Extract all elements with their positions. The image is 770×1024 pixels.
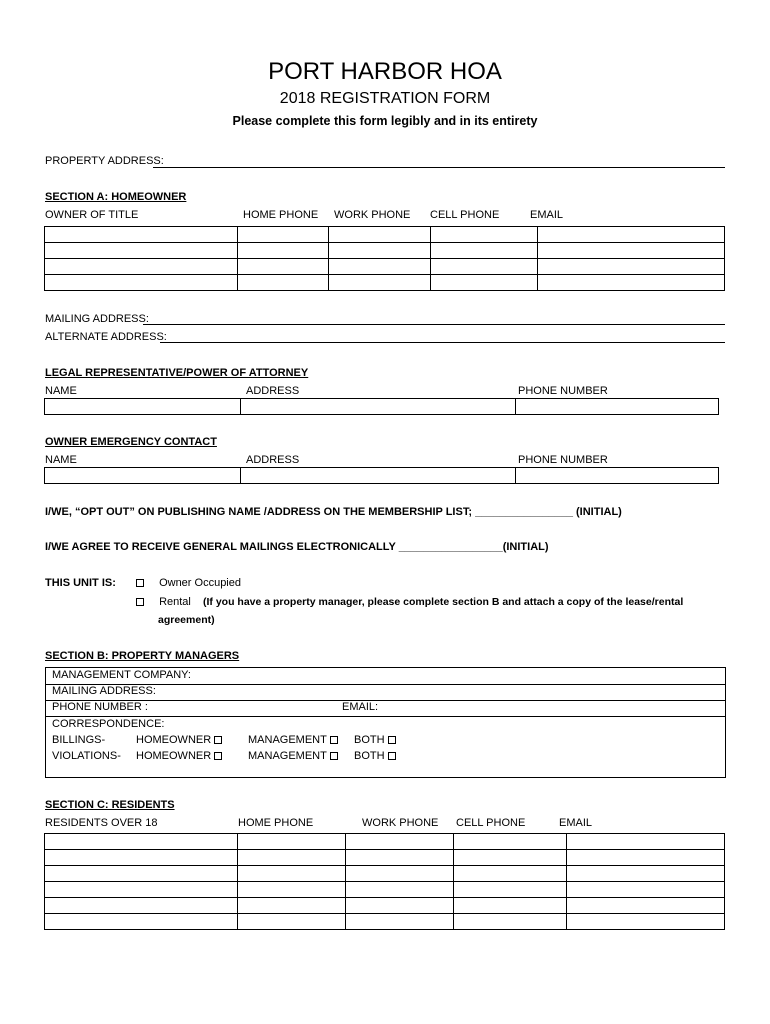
col-email: EMAIL bbox=[530, 209, 564, 221]
col-home-phone: HOME PHONE bbox=[243, 209, 319, 221]
section-b-heading: SECTION B: PROPERTY MANAGERS bbox=[45, 650, 240, 662]
legal-rep-heading: LEGAL REPRESENTATIVE/POWER OF ATTORNEY bbox=[45, 367, 309, 379]
opt-out-text: I/WE, “OPT OUT” ON PUBLISHING NAME /ADDRESS ON THE MEMBERSHIP LIST; bbox=[45, 506, 472, 518]
emergency-col-address: ADDRESS bbox=[246, 454, 300, 466]
table-row bbox=[45, 259, 725, 275]
rental-label: Rental bbox=[159, 596, 191, 608]
table-row bbox=[45, 882, 725, 898]
emergency-heading: OWNER EMERGENCY CONTACT bbox=[45, 436, 217, 448]
section-c-heading: SECTION C: RESIDENTS bbox=[45, 799, 175, 811]
checkbox-icon[interactable] bbox=[330, 736, 338, 744]
rental-note: (If you have a property manager, please complete section B and attach a copy of the lease/rental bbox=[203, 596, 684, 608]
rental-option[interactable] bbox=[136, 596, 191, 608]
rental-note-cont: agreement) bbox=[158, 614, 215, 626]
correspondence-label: CORRESPONDENCE: bbox=[52, 718, 165, 730]
homeowner-table bbox=[44, 226, 725, 291]
owner-occupied-option[interactable] bbox=[136, 577, 241, 589]
unit-label: THIS UNIT IS: bbox=[45, 577, 116, 589]
col-res-home-phone: HOME PHONE bbox=[238, 817, 314, 829]
table-row bbox=[45, 227, 725, 243]
table-row bbox=[45, 914, 725, 930]
mailing-address-label: MAILING ADDRESS: bbox=[45, 313, 149, 325]
violations-label: VIOLATIONS- bbox=[52, 750, 121, 762]
billings-homeowner-option[interactable]: HOMEOWNER bbox=[136, 734, 222, 746]
pm-email-label: EMAIL: bbox=[342, 701, 379, 713]
property-manager-box bbox=[45, 667, 726, 778]
table-row bbox=[45, 850, 725, 866]
col-work-phone: WORK PHONE bbox=[334, 209, 411, 221]
electronic-initial-label: (INITIAL) bbox=[502, 541, 549, 553]
legal-rep-col-name: NAME bbox=[45, 385, 77, 397]
billings-label: BILLINGS- bbox=[52, 734, 106, 746]
mailing-address-field[interactable] bbox=[143, 324, 725, 325]
alternate-address-label: ALTERNATE ADDRESS: bbox=[45, 331, 167, 343]
alternate-address-field[interactable] bbox=[160, 342, 725, 343]
checkbox-icon[interactable] bbox=[388, 736, 396, 744]
pm-phone-label: PHONE NUMBER : bbox=[52, 701, 148, 713]
checkbox-icon[interactable] bbox=[388, 752, 396, 760]
billings-both-option[interactable]: BOTH bbox=[354, 734, 396, 746]
section-a-heading: SECTION A: HOMEOWNER bbox=[45, 191, 187, 203]
form-title: PORT HARBOR HOA bbox=[268, 58, 502, 85]
electronic-text: I/WE AGREE TO RECEIVE GENERAL MAILINGS ELECTRONICALLY bbox=[45, 541, 396, 553]
col-residents-over-18: RESIDENTS OVER 18 bbox=[45, 817, 158, 829]
residents-table bbox=[44, 833, 725, 930]
legal-rep-table bbox=[44, 398, 719, 415]
form-instruction: Please complete this form legibly and in its entirety bbox=[232, 114, 538, 128]
checkbox-icon[interactable] bbox=[330, 752, 338, 760]
checkbox-icon[interactable] bbox=[136, 579, 144, 587]
opt-out-initial-field[interactable]: ________________ bbox=[475, 506, 573, 518]
table-row bbox=[45, 834, 725, 850]
col-res-cell-phone: CELL PHONE bbox=[456, 817, 526, 829]
electronic-line bbox=[45, 541, 549, 553]
legal-rep-col-phone: PHONE NUMBER bbox=[518, 385, 608, 397]
emergency-table bbox=[44, 467, 719, 484]
electronic-initial-field[interactable]: _________________ bbox=[398, 541, 503, 553]
col-owner-of-title: OWNER OF TITLE bbox=[45, 209, 139, 221]
checkbox-icon[interactable] bbox=[214, 752, 222, 760]
property-address-label: PROPERTY ADDRESS: bbox=[45, 155, 164, 167]
col-cell-phone: CELL PHONE bbox=[430, 209, 500, 221]
pm-mailing-address-label: MAILING ADDRESS: bbox=[52, 685, 156, 697]
table-row bbox=[45, 275, 725, 291]
form-subtitle: 2018 REGISTRATION FORM bbox=[279, 90, 491, 107]
billings-management-option[interactable]: MANAGEMENT bbox=[248, 734, 338, 746]
table-row bbox=[45, 866, 725, 882]
management-company-label: MANAGEMENT COMPANY: bbox=[52, 669, 191, 681]
table-row bbox=[45, 399, 719, 415]
violations-homeowner-option[interactable]: HOMEOWNER bbox=[136, 750, 222, 762]
col-res-work-phone: WORK PHONE bbox=[362, 817, 439, 829]
checkbox-icon[interactable] bbox=[214, 736, 222, 744]
table-row bbox=[45, 243, 725, 259]
property-address-field[interactable] bbox=[153, 167, 725, 168]
violations-management-option[interactable]: MANAGEMENT bbox=[248, 750, 338, 762]
checkbox-icon[interactable] bbox=[136, 598, 144, 606]
violations-both-option[interactable]: BOTH bbox=[354, 750, 396, 762]
opt-out-line bbox=[45, 506, 622, 518]
opt-out-initial-label: (INITIAL) bbox=[576, 506, 622, 518]
owner-occupied-label: Owner Occupied bbox=[159, 577, 241, 589]
legal-rep-col-address: ADDRESS bbox=[246, 385, 300, 397]
col-res-email: EMAIL bbox=[559, 817, 593, 829]
emergency-col-phone: PHONE NUMBER bbox=[518, 454, 608, 466]
table-row bbox=[45, 468, 719, 484]
table-row bbox=[45, 898, 725, 914]
emergency-col-name: NAME bbox=[45, 454, 77, 466]
